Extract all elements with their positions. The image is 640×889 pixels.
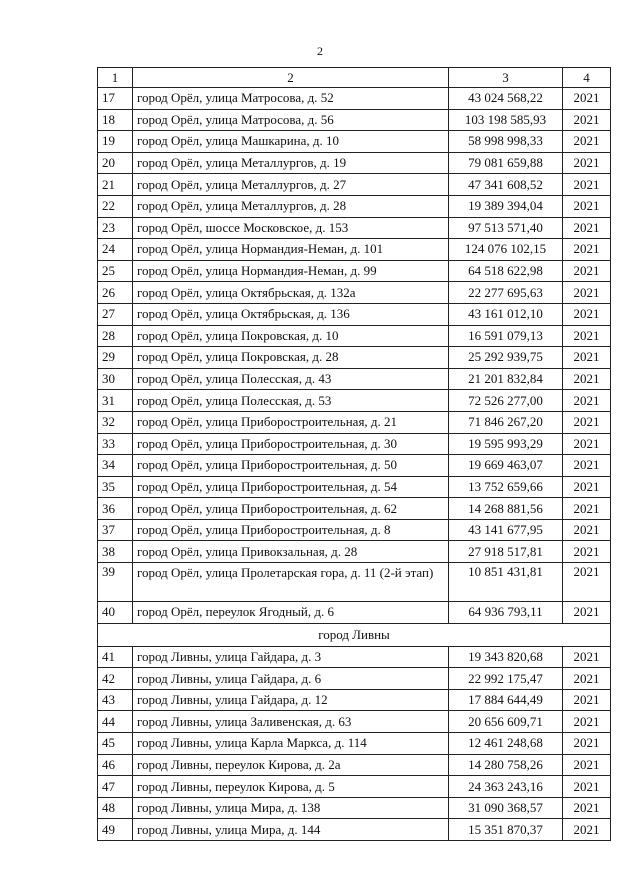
- row-number-cell: 17: [98, 88, 133, 110]
- address-cell: город Ливны, улица Мира, д. 138: [133, 797, 449, 819]
- column-header-3: 3: [449, 68, 563, 88]
- amount-cell: 20 656 609,71: [449, 711, 563, 733]
- address-cell: город Орёл, улица Октябрьская, д. 132а: [133, 282, 449, 304]
- year-cell: 2021: [563, 602, 611, 624]
- address-cell: город Орёл, улица Полесская, д. 53: [133, 390, 449, 412]
- table-row: [98, 131, 611, 153]
- year-cell: 2021: [563, 646, 611, 668]
- year-cell: 2021: [563, 476, 611, 498]
- address-cell: город Орёл, улица Привокзальная, д. 28: [133, 541, 449, 563]
- row-number-cell: 37: [98, 519, 133, 541]
- amount-cell: 71 846 267,20: [449, 411, 563, 433]
- table-row: [98, 754, 611, 776]
- year-cell: 2021: [563, 325, 611, 347]
- page-number: 2: [317, 44, 323, 58]
- row-number-cell: 48: [98, 797, 133, 819]
- row-number-cell: 22: [98, 195, 133, 217]
- row-number-cell: 35: [98, 476, 133, 498]
- amount-cell: 19 343 820,68: [449, 646, 563, 668]
- table-row: [98, 217, 611, 239]
- table-row: [98, 563, 611, 602]
- section-header-row: [98, 623, 611, 646]
- year-cell: 2021: [563, 88, 611, 110]
- row-number-cell: 45: [98, 733, 133, 755]
- table-row: [98, 368, 611, 390]
- table-row: [98, 88, 611, 110]
- row-number-cell: 41: [98, 646, 133, 668]
- row-number-cell: 28: [98, 325, 133, 347]
- address-cell: город Орёл, улица Машкарина, д. 10: [133, 131, 449, 153]
- table-row: [98, 195, 611, 217]
- row-number-cell: 38: [98, 541, 133, 563]
- row-number-cell: 42: [98, 668, 133, 690]
- amount-cell: 124 076 102,15: [449, 239, 563, 261]
- table-row: [98, 646, 611, 668]
- row-number-cell: 39: [98, 563, 133, 602]
- year-cell: 2021: [563, 754, 611, 776]
- column-header-2: 2: [133, 68, 449, 88]
- year-cell: 2021: [563, 411, 611, 433]
- row-number-cell: 24: [98, 239, 133, 261]
- row-number-cell: 40: [98, 602, 133, 624]
- amount-cell: 19 389 394,04: [449, 195, 563, 217]
- row-number-cell: 34: [98, 455, 133, 477]
- amount-cell: 43 024 568,22: [449, 88, 563, 110]
- year-cell: 2021: [563, 563, 611, 602]
- year-cell: 2021: [563, 195, 611, 217]
- data-table: [97, 67, 611, 841]
- year-cell: 2021: [563, 819, 611, 841]
- address-cell: город Орёл, улица Приборостроительная, д. 54: [133, 476, 449, 498]
- table-row: [98, 711, 611, 733]
- address-cell: город Ливны, улица Заливенская, д. 63: [133, 711, 449, 733]
- table-row: [98, 519, 611, 541]
- amount-cell: 19 595 993,29: [449, 433, 563, 455]
- year-cell: 2021: [563, 109, 611, 131]
- row-number-cell: 46: [98, 754, 133, 776]
- amount-cell: 14 280 758,26: [449, 754, 563, 776]
- year-cell: 2021: [563, 131, 611, 153]
- table-row: [98, 498, 611, 520]
- address-cell: город Орёл, улица Металлургов, д. 27: [133, 174, 449, 196]
- year-cell: 2021: [563, 282, 611, 304]
- address-cell: город Орёл, улица Нормандия-Неман, д. 99: [133, 260, 449, 282]
- address-cell: город Ливны, переулок Кирова, д. 2а: [133, 754, 449, 776]
- amount-cell: 12 461 248,68: [449, 733, 563, 755]
- amount-cell: 72 526 277,00: [449, 390, 563, 412]
- table-row: [98, 689, 611, 711]
- table-row: [98, 347, 611, 369]
- address-cell: город Орёл, улица Нормандия-Неман, д. 101: [133, 239, 449, 261]
- row-number-cell: 36: [98, 498, 133, 520]
- amount-cell: 21 201 832,84: [449, 368, 563, 390]
- year-cell: 2021: [563, 347, 611, 369]
- year-cell: 2021: [563, 541, 611, 563]
- table-row: [98, 239, 611, 261]
- table-row: [98, 541, 611, 563]
- table-row: [98, 776, 611, 798]
- address-cell: город Орёл, улица Октябрьская, д. 136: [133, 303, 449, 325]
- row-number-cell: 49: [98, 819, 133, 841]
- year-cell: 2021: [563, 390, 611, 412]
- row-number-cell: 21: [98, 174, 133, 196]
- amount-cell: 97 513 571,40: [449, 217, 563, 239]
- table-row: [98, 433, 611, 455]
- table-row: [98, 411, 611, 433]
- row-number-cell: 30: [98, 368, 133, 390]
- table-row: [98, 325, 611, 347]
- address-cell: город Ливны, улица Гайдара, д. 3: [133, 646, 449, 668]
- address-cell: город Ливны, переулок Кирова, д. 5: [133, 776, 449, 798]
- amount-cell: 17 884 644,49: [449, 689, 563, 711]
- address-cell: город Орёл, шоссе Московское, д. 153: [133, 217, 449, 239]
- table-row: [98, 733, 611, 755]
- year-cell: 2021: [563, 711, 611, 733]
- table-row: [98, 174, 611, 196]
- row-number-cell: 33: [98, 433, 133, 455]
- address-cell: город Орёл, улица Матросова, д. 56: [133, 109, 449, 131]
- address-cell: город Орёл, улица Металлургов, д. 28: [133, 195, 449, 217]
- row-number-cell: 27: [98, 303, 133, 325]
- address-cell: город Орёл, улица Покровская, д. 10: [133, 325, 449, 347]
- address-cell: город Орёл, улица Матросова, д. 52: [133, 88, 449, 110]
- amount-cell: 31 090 368,57: [449, 797, 563, 819]
- table-row: [98, 152, 611, 174]
- amount-cell: 10 851 431,81: [449, 563, 563, 602]
- amount-cell: 27 918 517,81: [449, 541, 563, 563]
- address-cell: город Ливны, улица Мира, д. 144: [133, 819, 449, 841]
- row-number-cell: 47: [98, 776, 133, 798]
- amount-cell: 58 998 998,33: [449, 131, 563, 153]
- year-cell: 2021: [563, 174, 611, 196]
- address-cell: город Орёл, переулок Ягодный, д. 6: [133, 602, 449, 624]
- table-header-row: [98, 68, 611, 88]
- table-row: [98, 390, 611, 412]
- column-header-4: 4: [563, 68, 611, 88]
- address-cell: город Орёл, улица Полесская, д. 43: [133, 368, 449, 390]
- table-row: [98, 476, 611, 498]
- amount-cell: 19 669 463,07: [449, 455, 563, 477]
- table-row: [98, 797, 611, 819]
- address-cell: город Ливны, улица Карла Маркса, д. 114: [133, 733, 449, 755]
- address-cell: город Орёл, улица Приборостроительная, д. 30: [133, 433, 449, 455]
- address-cell: город Орёл, улица Приборостроительная, д. 62: [133, 498, 449, 520]
- year-cell: 2021: [563, 368, 611, 390]
- table-row: [98, 602, 611, 624]
- amount-cell: 15 351 870,37: [449, 819, 563, 841]
- row-number-cell: 43: [98, 689, 133, 711]
- table-row: [98, 668, 611, 690]
- row-number-cell: 25: [98, 260, 133, 282]
- amount-cell: 14 268 881,56: [449, 498, 563, 520]
- year-cell: 2021: [563, 776, 611, 798]
- row-number-cell: 18: [98, 109, 133, 131]
- address-cell: город Орёл, улица Металлургов, д. 19: [133, 152, 449, 174]
- address-cell: город Орёл, улица Приборостроительная, д. 21: [133, 411, 449, 433]
- row-number-cell: 26: [98, 282, 133, 304]
- row-number-cell: 20: [98, 152, 133, 174]
- year-cell: 2021: [563, 797, 611, 819]
- row-number-cell: 23: [98, 217, 133, 239]
- address-cell: город Ливны, улица Гайдара, д. 6: [133, 668, 449, 690]
- amount-cell: 47 341 608,52: [449, 174, 563, 196]
- amount-cell: 43 141 677,95: [449, 519, 563, 541]
- year-cell: 2021: [563, 668, 611, 690]
- table-row: [98, 819, 611, 841]
- amount-cell: 79 081 659,88: [449, 152, 563, 174]
- amount-cell: 22 277 695,63: [449, 282, 563, 304]
- year-cell: 2021: [563, 498, 611, 520]
- year-cell: 2021: [563, 433, 611, 455]
- amount-cell: 64 518 622,98: [449, 260, 563, 282]
- amount-cell: 64 936 793,11: [449, 602, 563, 624]
- amount-cell: 103 198 585,93: [449, 109, 563, 131]
- amount-cell: 13 752 659,66: [449, 476, 563, 498]
- table-row: [98, 109, 611, 131]
- year-cell: 2021: [563, 303, 611, 325]
- row-number-cell: 31: [98, 390, 133, 412]
- year-cell: 2021: [563, 519, 611, 541]
- amount-cell: 24 363 243,16: [449, 776, 563, 798]
- amount-cell: 25 292 939,75: [449, 347, 563, 369]
- table-row: [98, 260, 611, 282]
- year-cell: 2021: [563, 455, 611, 477]
- amount-cell: 16 591 079,13: [449, 325, 563, 347]
- table-row: [98, 282, 611, 304]
- row-number-cell: 19: [98, 131, 133, 153]
- year-cell: 2021: [563, 152, 611, 174]
- row-number-cell: 32: [98, 411, 133, 433]
- amount-cell: 43 161 012,10: [449, 303, 563, 325]
- column-header-1: 1: [98, 68, 133, 88]
- address-cell: город Орёл, улица Приборостроительная, д. 8: [133, 519, 449, 541]
- row-number-cell: 29: [98, 347, 133, 369]
- address-cell: город Орёл, улица Пролетарская гора, д. 11 (2-й этап): [133, 563, 449, 602]
- amount-cell: 22 992 175,47: [449, 668, 563, 690]
- year-cell: 2021: [563, 239, 611, 261]
- address-cell: город Орёл, улица Приборостроительная, д. 50: [133, 455, 449, 477]
- year-cell: 2021: [563, 733, 611, 755]
- year-cell: 2021: [563, 217, 611, 239]
- address-cell: город Орёл, улица Покровская, д. 28: [133, 347, 449, 369]
- table-row: [98, 455, 611, 477]
- row-number-cell: 44: [98, 711, 133, 733]
- section-title: город Ливны: [98, 623, 611, 646]
- table-row: [98, 303, 611, 325]
- year-cell: 2021: [563, 260, 611, 282]
- year-cell: 2021: [563, 689, 611, 711]
- address-cell: город Ливны, улица Гайдара, д. 12: [133, 689, 449, 711]
